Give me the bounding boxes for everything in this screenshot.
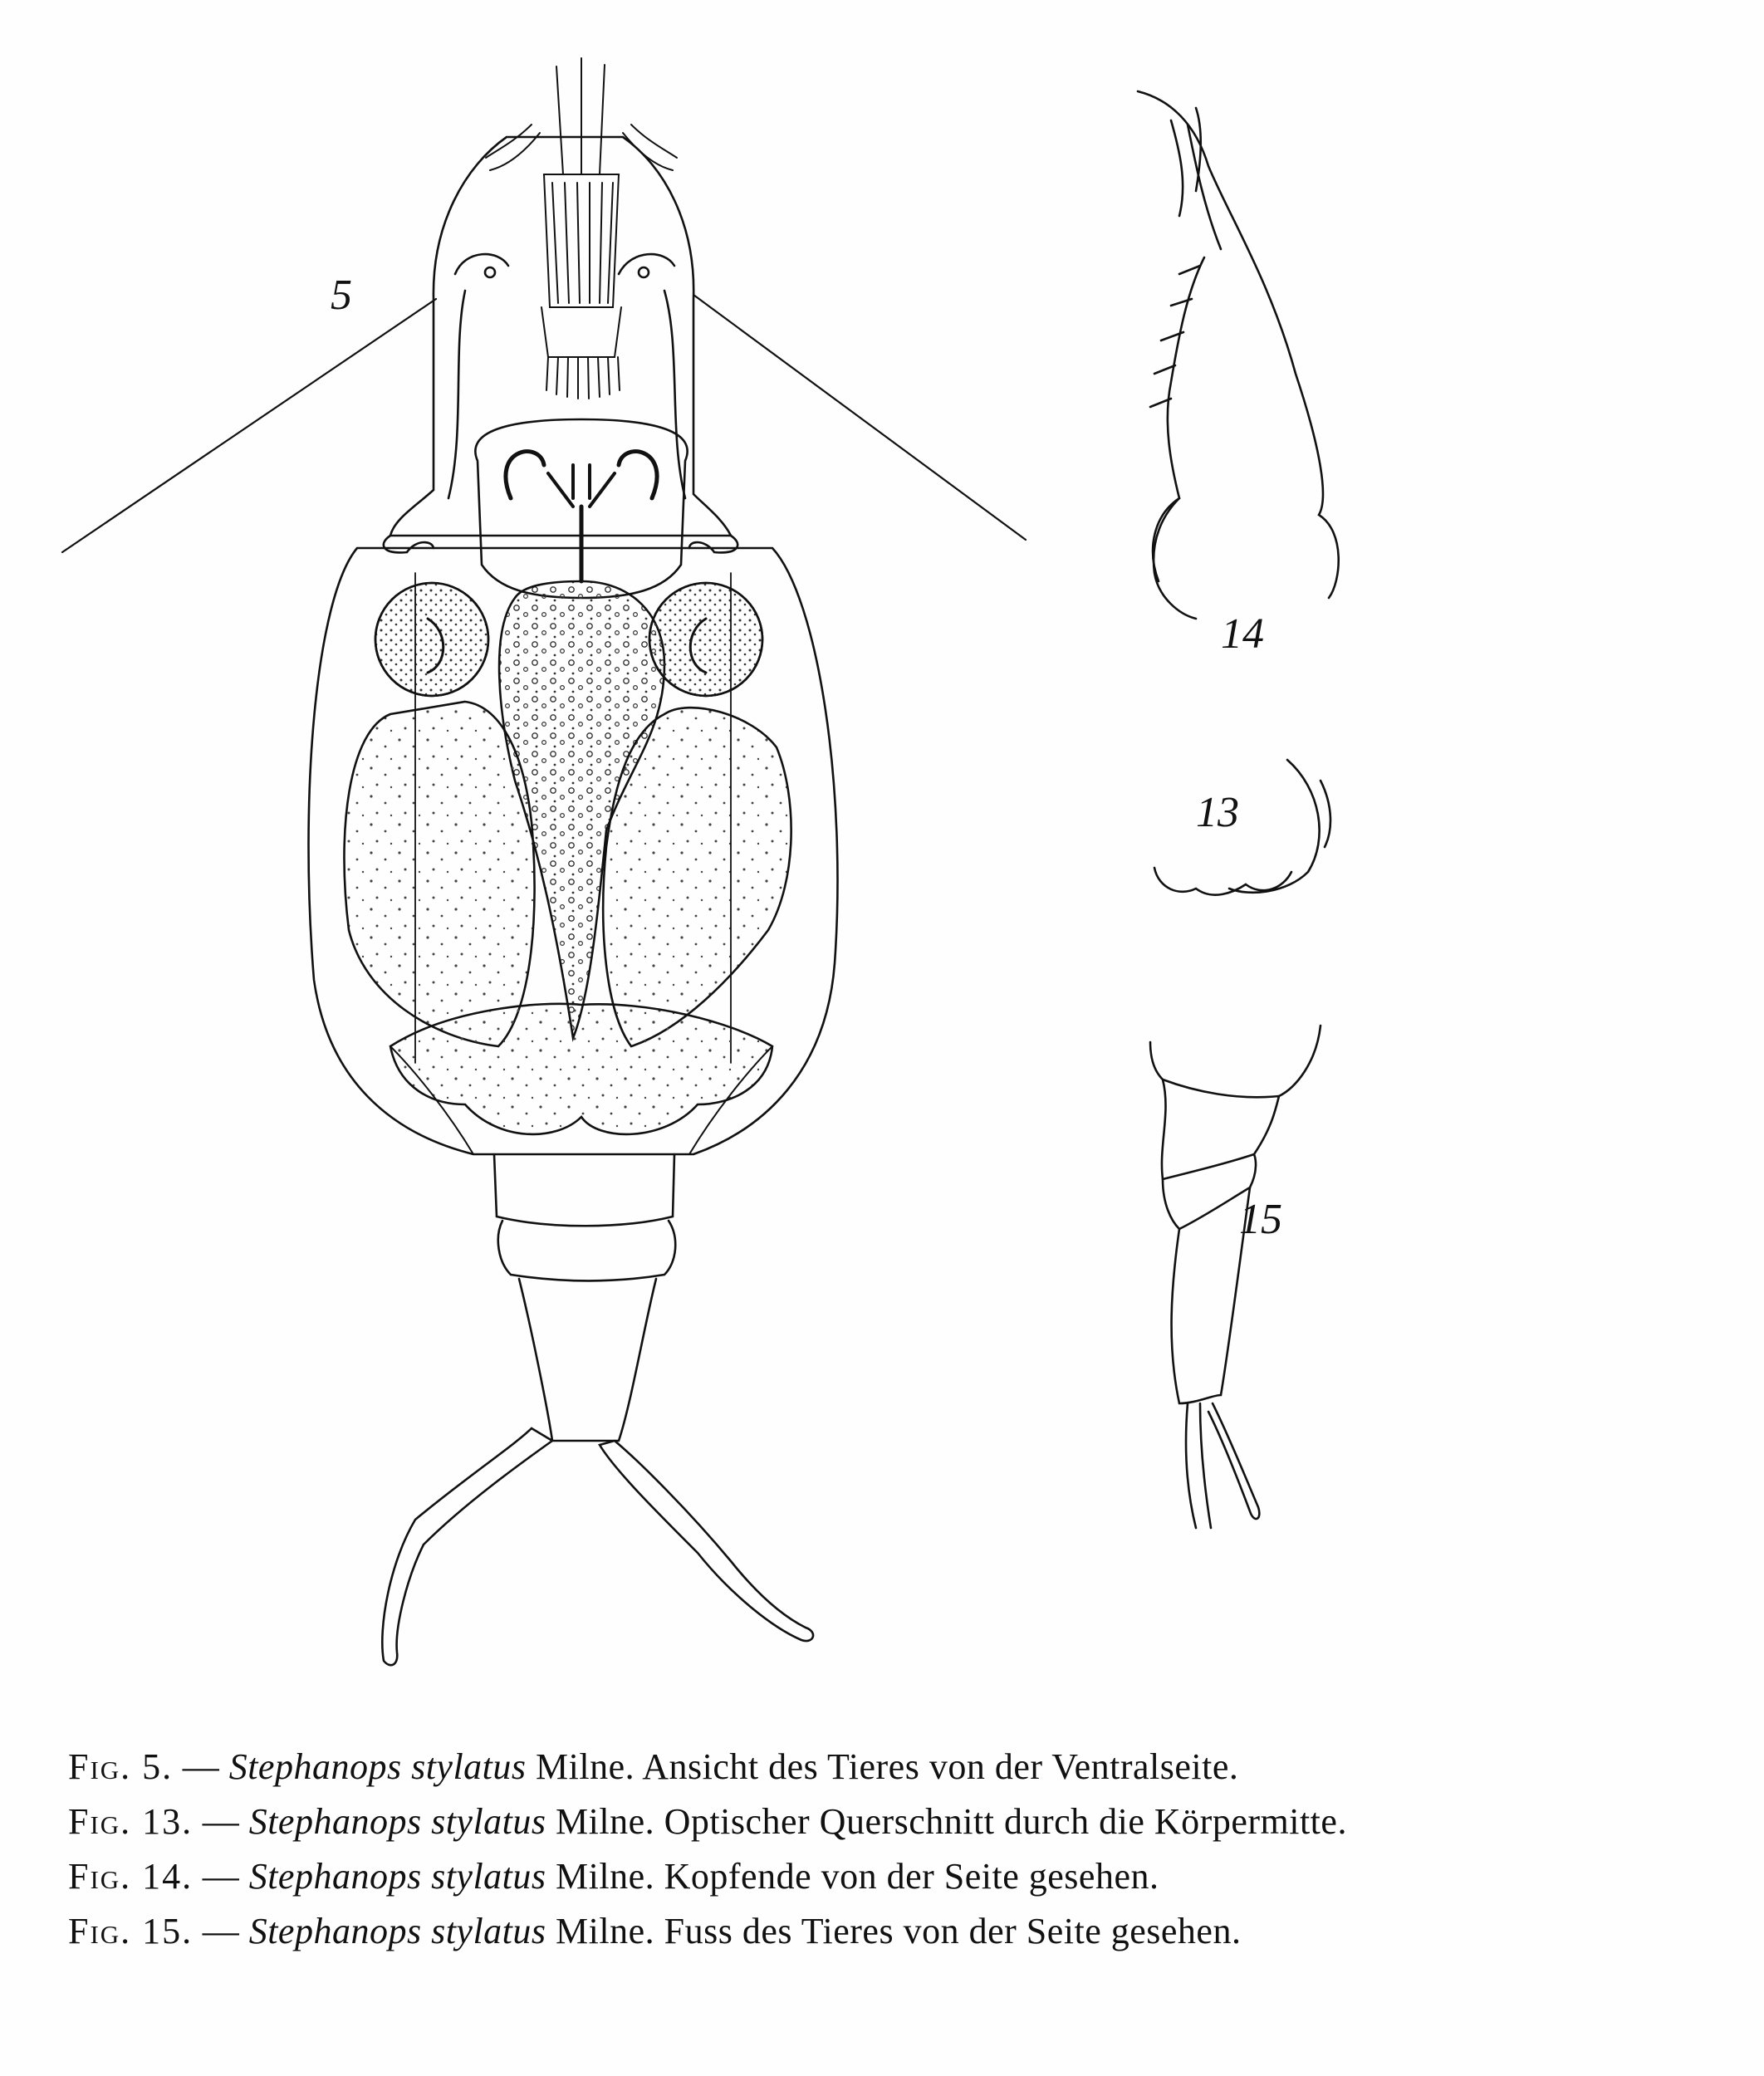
caption-species: Stephanops stylatus [248, 1801, 546, 1842]
caption-text: Optischer Querschnitt durch die Körpermitte. [664, 1801, 1347, 1842]
caption-dash: — [182, 1746, 220, 1787]
caption-author: Milne. [536, 1746, 635, 1787]
left-eyespot [485, 267, 495, 277]
caption-dash: — [202, 1911, 240, 1951]
caption-author: Milne. [556, 1856, 655, 1897]
caption-species: Stephanops stylatus [248, 1856, 546, 1897]
figure-15-number: 15 [1239, 1196, 1282, 1243]
right-seta [693, 295, 1026, 540]
caption-author: Milne. [556, 1801, 655, 1842]
caption-label: Fig. 5. [68, 1746, 174, 1787]
caption-dash: — [202, 1856, 240, 1897]
right-toe [600, 1441, 813, 1641]
foot-segment-1 [494, 1154, 674, 1226]
left-seta [62, 299, 436, 552]
caption-label: Fig. 15. [68, 1911, 194, 1951]
caption-fig-14 [68, 1849, 1746, 1904]
caption-author: Milne. [556, 1911, 655, 1951]
left-toe [382, 1428, 552, 1665]
caption-species: Stephanops stylatus [248, 1911, 546, 1951]
caption-label: Fig. 13. [68, 1801, 194, 1842]
right-eyespot [639, 267, 649, 277]
figure-15-foot-side [1150, 1026, 1321, 1528]
left-stomach-lobe [344, 702, 534, 1046]
right-stomach-lobe [603, 708, 791, 1046]
caption-fig-15 [68, 1904, 1746, 1959]
mouth-comb [541, 307, 621, 399]
caption-text: Kopfende von der Seite gesehen. [664, 1856, 1159, 1897]
figure-5-number: 5 [331, 272, 352, 319]
caption-text: Fuss des Tieres von der Seite gesehen. [664, 1911, 1242, 1951]
caption-dash: — [202, 1801, 240, 1842]
caption-fig-13 [68, 1794, 1746, 1849]
caption-fig-5 [68, 1740, 1746, 1794]
caption-label: Fig. 14. [68, 1856, 194, 1897]
figure-14-number: 14 [1221, 610, 1264, 658]
figure-14-head-side [1138, 91, 1339, 619]
figure-5-ventral-view [62, 58, 1026, 1665]
figure-13-cross-section [1154, 760, 1330, 895]
foot-segment-2 [498, 1221, 675, 1281]
caption-species: Stephanops stylatus [228, 1746, 527, 1787]
caption-text: Ansicht des Tieres von der Ventralseite. [642, 1746, 1239, 1787]
foot-terminal [519, 1279, 656, 1441]
figure-13-number: 13 [1196, 789, 1239, 836]
figure-captions [68, 1740, 1746, 1959]
